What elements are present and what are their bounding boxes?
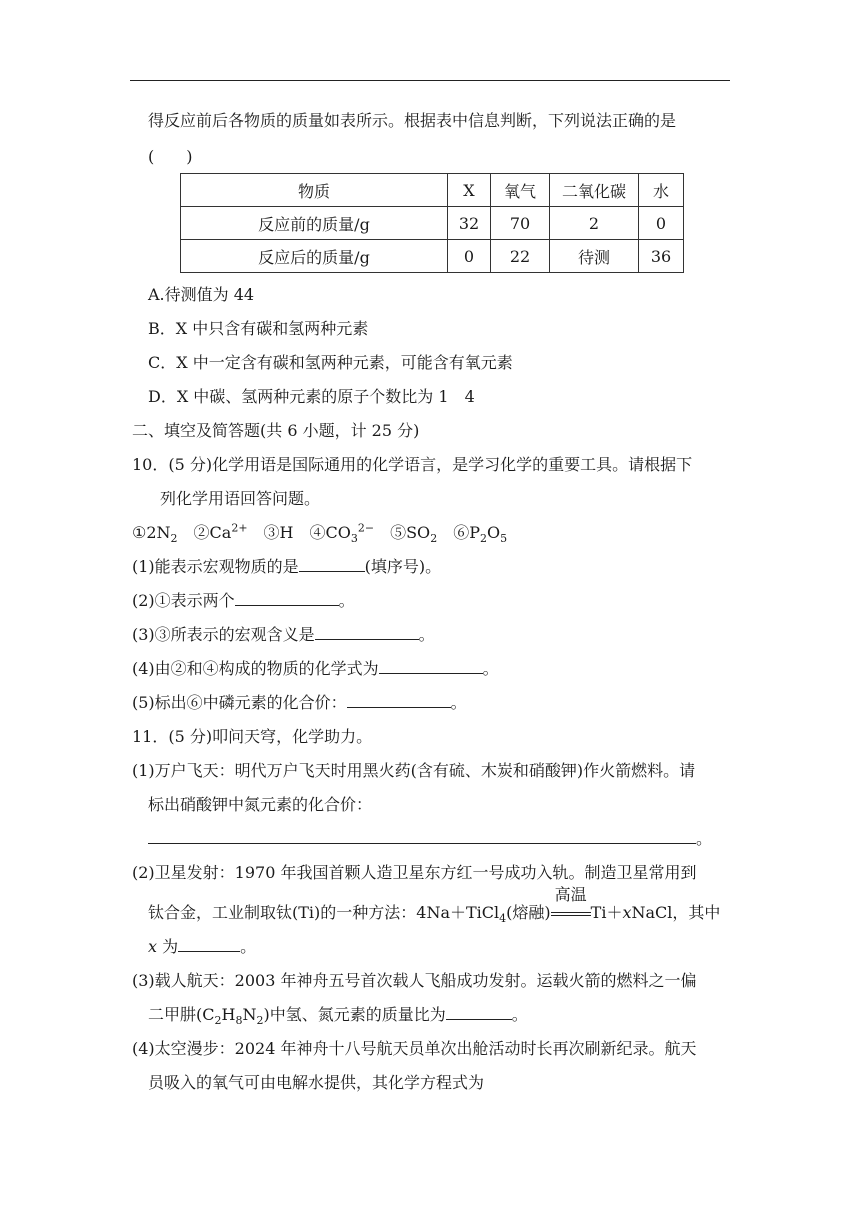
q11-part3-cont: 二甲肼$(C_2H_8N_2)$中氢、氮元素的质量比为 。 xyxy=(148,1005,528,1028)
q11-part2-cont: x 为 。 xyxy=(148,937,257,956)
table-row: 反应前的质量/g 32 70 2 0 xyxy=(181,207,684,240)
q11-part1-answer: 。 xyxy=(148,828,712,850)
q11-part1-cont: 标出硝酸钾中氮元素的化合价： xyxy=(148,795,373,814)
answer-blank[interactable] xyxy=(379,659,483,674)
answer-blank[interactable] xyxy=(446,1005,512,1020)
q11-part4-cont: 员吸入的氧气可由电解水提供，其化学方程式为 xyxy=(148,1073,485,1092)
q11-stem: 11．(5 分)叩问天穹，化学助力。 xyxy=(132,727,373,746)
option-c: C．X 中一定含有碳和氢两种元素，可能含有氧元素 xyxy=(148,353,513,372)
answer-blank[interactable] xyxy=(347,693,451,708)
option-d: D．X 中碳、氢两种元素的原子个数比为 1 4 xyxy=(148,387,475,406)
answer-blank[interactable] xyxy=(235,591,339,606)
q11-part2-equation: 钛合金，工业制取钛(Ti)的一种方法：4Na＋TiCl$_4$(熔融) 高温 Ti＋xNaCl，其中 xyxy=(148,885,721,926)
answer-blank[interactable] xyxy=(299,557,365,572)
answer-blank[interactable] xyxy=(178,937,240,952)
q10-part2: (2)①表示两个 。 xyxy=(132,591,355,610)
q11-part4: (4)太空漫步：2024 年神舟十八号航天员单次出舱活动时长再次刷新纪录。航天 xyxy=(132,1039,697,1058)
q11-part2: (2)卫星发射：1970 年我国首颗人造卫星东方红一号成功入轨。制造卫星常用到 xyxy=(132,863,697,882)
answer-paren: ( ) xyxy=(148,147,193,166)
option-a: A.待测值为 44 xyxy=(148,285,255,304)
section-heading: 二、填空及简答题(共 6 小题，计 25 分) xyxy=(132,421,420,440)
q11-part1: (1)万户飞天：明代万户飞天时用黑火药(含有硫、木炭和硝酸钾)作火箭燃料。请 xyxy=(132,761,696,780)
q11-part3: (3)载人航天：2003 年神舟五号首次载人飞船成功发射。运载火箭的燃料之一偏 xyxy=(132,971,697,990)
answer-blank[interactable] xyxy=(315,625,419,640)
q10-stem: 10．(5 分)化学用语是国际通用的化学语言，是学习化学的重要工具。请根据下 xyxy=(132,455,693,474)
q10-part4: (4)由②和④构成的物质的化学式为 。 xyxy=(132,659,499,678)
reaction-arrow: 高温 xyxy=(551,902,591,924)
q10-part1: (1)能表示宏观物质的是 (填序号)。 xyxy=(132,557,442,576)
table-row: 反应后的质量/g 0 22 待测 36 xyxy=(181,240,684,273)
header-rule xyxy=(130,80,730,81)
q10-part3: (3)③所表示的宏观含义是 。 xyxy=(132,625,435,644)
mass-table xyxy=(180,173,684,273)
q10-symbols: $①2N_2$ $②Ca^{2+}$ ③H $④CO_3^{2-}$ $⑤SO_2$ $⑥P_2O_5$ xyxy=(132,521,508,546)
answer-blank[interactable] xyxy=(148,829,696,844)
q10-part5: (5)标出⑥中磷元素的化合价： 。 xyxy=(132,693,467,712)
question-intro: 得反应前后各物质的质量如表所示。根据表中信息判断，下列说法正确的是 xyxy=(148,111,677,130)
q10-stem-cont: 列化学用语回答问题。 xyxy=(160,489,321,508)
option-b: B．X 中只含有碳和氢两种元素 xyxy=(148,319,369,338)
table-header-row: 物质 X 氧气 二氧化碳 水 xyxy=(181,174,684,207)
